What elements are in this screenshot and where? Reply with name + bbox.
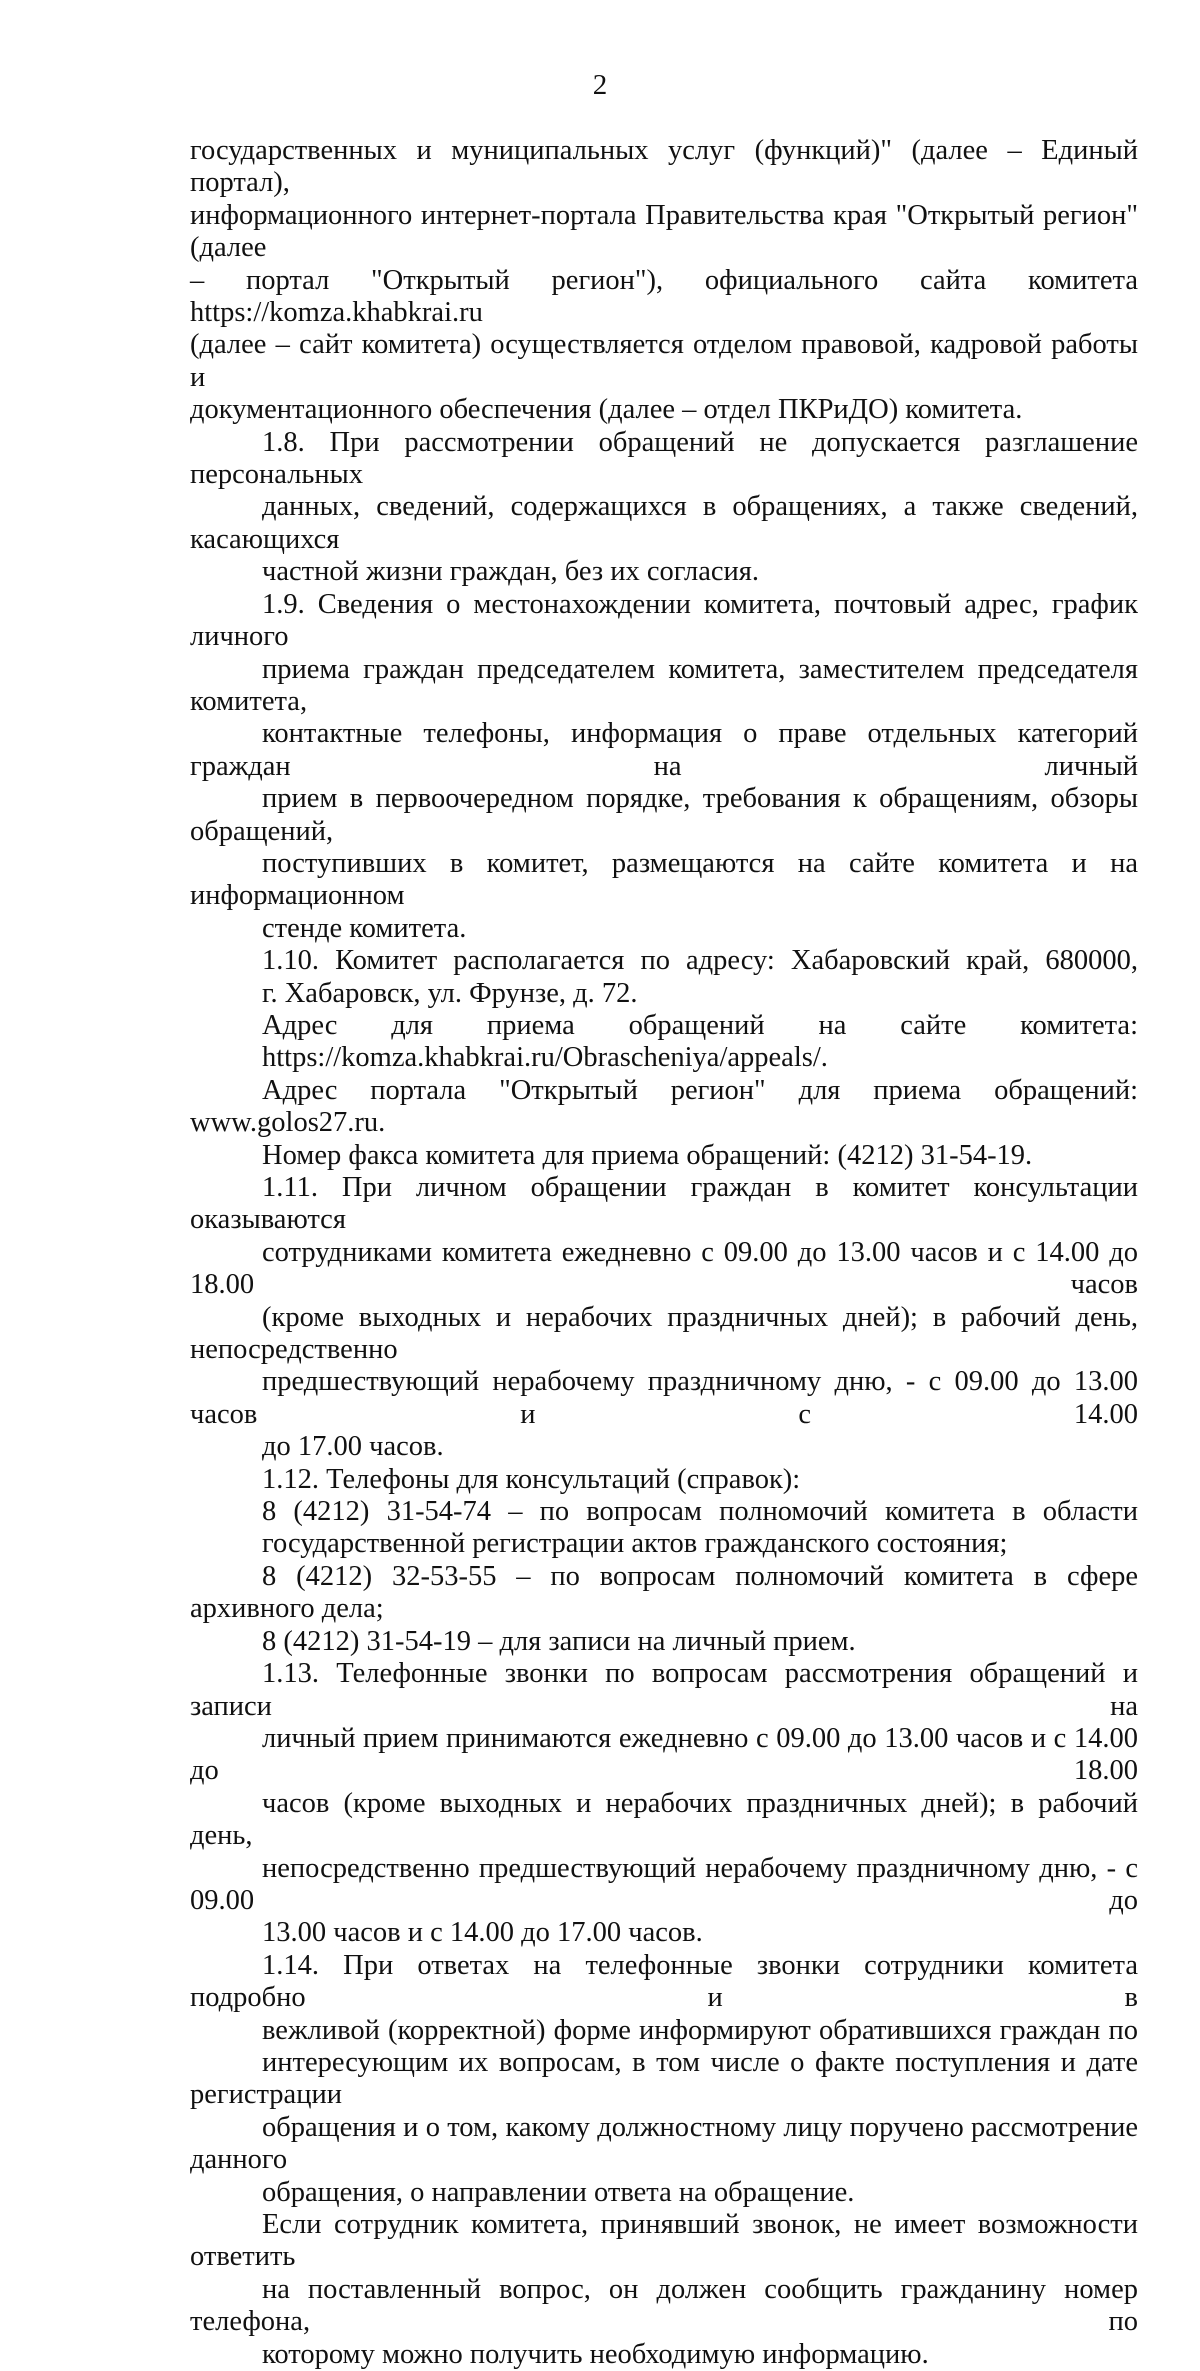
text-line: Адрес портала "Открытый регион" для приема обращений: www.golos27.ru. xyxy=(190,1074,1138,1139)
text-line: непосредственно предшествующий нерабочему праздничному дню, - с 09.00 до xyxy=(190,1852,1138,1916)
text-line: 8 (4212) 31-54-19 – для записи на личный прием. xyxy=(262,1625,856,1657)
text-line: контактные телефоны, информация о праве отдельных категорий граждан на личный xyxy=(190,718,1138,782)
text-line: информационного интернет-портала Правительства края "Открытый регион" (далее xyxy=(190,199,1138,264)
text-line: обращения и о том, какому должностному лицу поручено рассмотрение данного xyxy=(190,2111,1138,2176)
text-line: (кроме выходных и нерабочих праздничных дней); в рабочий день, непосредственно xyxy=(190,1301,1138,1366)
text-line: сотрудниками комитета ежедневно с 09.00 до 13.00 часов и с 14.00 до 18.00 часов xyxy=(190,1236,1138,1301)
text-line: Номер факса комитета для приема обращений: (4212) 31-54-19. xyxy=(262,1139,1033,1171)
text-line: 1.11. При личном обращении граждан в комитет консультации оказываются xyxy=(190,1172,1138,1236)
text-line: 8 (4212) 31-54-74 – по вопросам полномочий комитета в области xyxy=(262,1496,1138,1528)
paragraph-p0 xyxy=(190,135,1138,427)
text-line: прием в первоочередном порядке, требования к обращениям, обзоры обращений, xyxy=(190,783,1138,847)
text-line: стенде комитета. xyxy=(262,912,467,944)
text-line: государственной регистрации актов гражданского состояния; xyxy=(262,1528,1008,1560)
paragraph-p1 xyxy=(190,427,1138,589)
document-body xyxy=(190,135,1138,2371)
text-line: 8 (4212) 32-53-55 – по вопросам полномочий комитета в сфере архивного дела; xyxy=(190,1560,1138,1625)
text-line: документационного обеспечения (далее – отдел ПКРиДО) комитета. xyxy=(190,394,1023,426)
paragraph-p13 xyxy=(190,1950,1138,2209)
text-line: 1.8. При рассмотрении обращений не допускается разглашение персональных xyxy=(190,426,1138,491)
text-line: личный прием принимаются ежедневно с 09.00 до 13.00 часов и с 14.00 до 18.00 xyxy=(190,1722,1138,1787)
text-line: Адрес для приема обращений на сайте комитета: xyxy=(262,1009,1138,1041)
paragraph-p7 xyxy=(190,1172,1138,1464)
page-number: 2 xyxy=(592,69,608,101)
text-line: часов (кроме выходных и нерабочих праздничных дней); в рабочий день, xyxy=(190,1787,1138,1852)
text-line: государственных и муниципальных услуг (функций)" (далее – Единый портал), xyxy=(190,135,1138,199)
paragraph-p8 xyxy=(190,1464,1138,1496)
paragraph-p9 xyxy=(190,1496,1138,1561)
paragraph-p11 xyxy=(190,1626,1138,1658)
text-line: предшествующий нерабочему праздничному дню, - с 09.00 до 13.00 часов и с 14.00 xyxy=(190,1366,1138,1430)
text-line: г. Хабаровск, ул. Фрунзе, д. 72. xyxy=(262,977,638,1009)
text-line: данных, сведений, содержащихся в обращениях, а также сведений, касающихся xyxy=(190,491,1138,555)
paragraph-p5 xyxy=(190,1075,1138,1140)
text-line: 1.10. Комитет располагается по адресу: Хабаровский край, 680000, xyxy=(262,945,1138,977)
text-line: обращения, о направлении ответа на обращение. xyxy=(262,2176,855,2208)
text-line: до 17.00 часов. xyxy=(262,1431,444,1463)
paragraph-p10 xyxy=(190,1561,1138,1626)
text-line: вежливой (корректной) форме информируют обратившихся граждан по xyxy=(262,2014,1138,2046)
text-line: 13.00 часов и с 14.00 до 17.00 часов. xyxy=(262,1917,703,1949)
paragraph-p14 xyxy=(190,2209,1138,2371)
text-line: 1.9. Сведения о местонахождении комитета, почтовый адрес, график личного xyxy=(190,588,1138,653)
text-line: интересующим их вопросам, в том числе о факте поступления и дате регистрации xyxy=(190,2046,1138,2111)
text-line: 1.13. Телефонные звонки по вопросам рассмотрения обращений и записи на xyxy=(190,1658,1138,1722)
text-line: (далее – сайт комитета) осуществляется отделом правовой, кадровой работы и xyxy=(190,329,1138,393)
paragraph-p2 xyxy=(190,589,1138,945)
paragraph-p3 xyxy=(190,945,1138,1010)
text-line: на поставленный вопрос, он должен сообщить гражданину номер телефона, по xyxy=(190,2273,1138,2338)
paragraph-p4 xyxy=(190,1010,1138,1075)
text-line: поступивших в комитет, размещаются на сайте комитета и на информационном xyxy=(190,847,1138,912)
paragraph-p12 xyxy=(190,1658,1138,1950)
text-line: https://komza.khabkrai.ru/Obrascheniya/appeals/. xyxy=(262,1042,828,1074)
paragraph-p6 xyxy=(190,1140,1138,1172)
text-line: частной жизни граждан, без их согласия. xyxy=(262,556,760,588)
text-line: 1.12. Телефоны для консультаций (справок): xyxy=(262,1463,801,1495)
text-line: приема граждан председателем комитета, заместителем председателя комитета, xyxy=(190,653,1138,717)
text-line: 1.14. При ответах на телефонные звонки сотрудники комитета подробно и в xyxy=(190,1949,1138,2014)
text-line: которому можно получить необходимую информацию. xyxy=(262,2338,929,2370)
text-line: – портал "Открытый регион"), официального сайта комитета https://komza.khabkrai.ru xyxy=(190,264,1138,329)
text-line: Если сотрудник комитета, принявший звонок, не имеет возможности ответить xyxy=(190,2209,1138,2273)
